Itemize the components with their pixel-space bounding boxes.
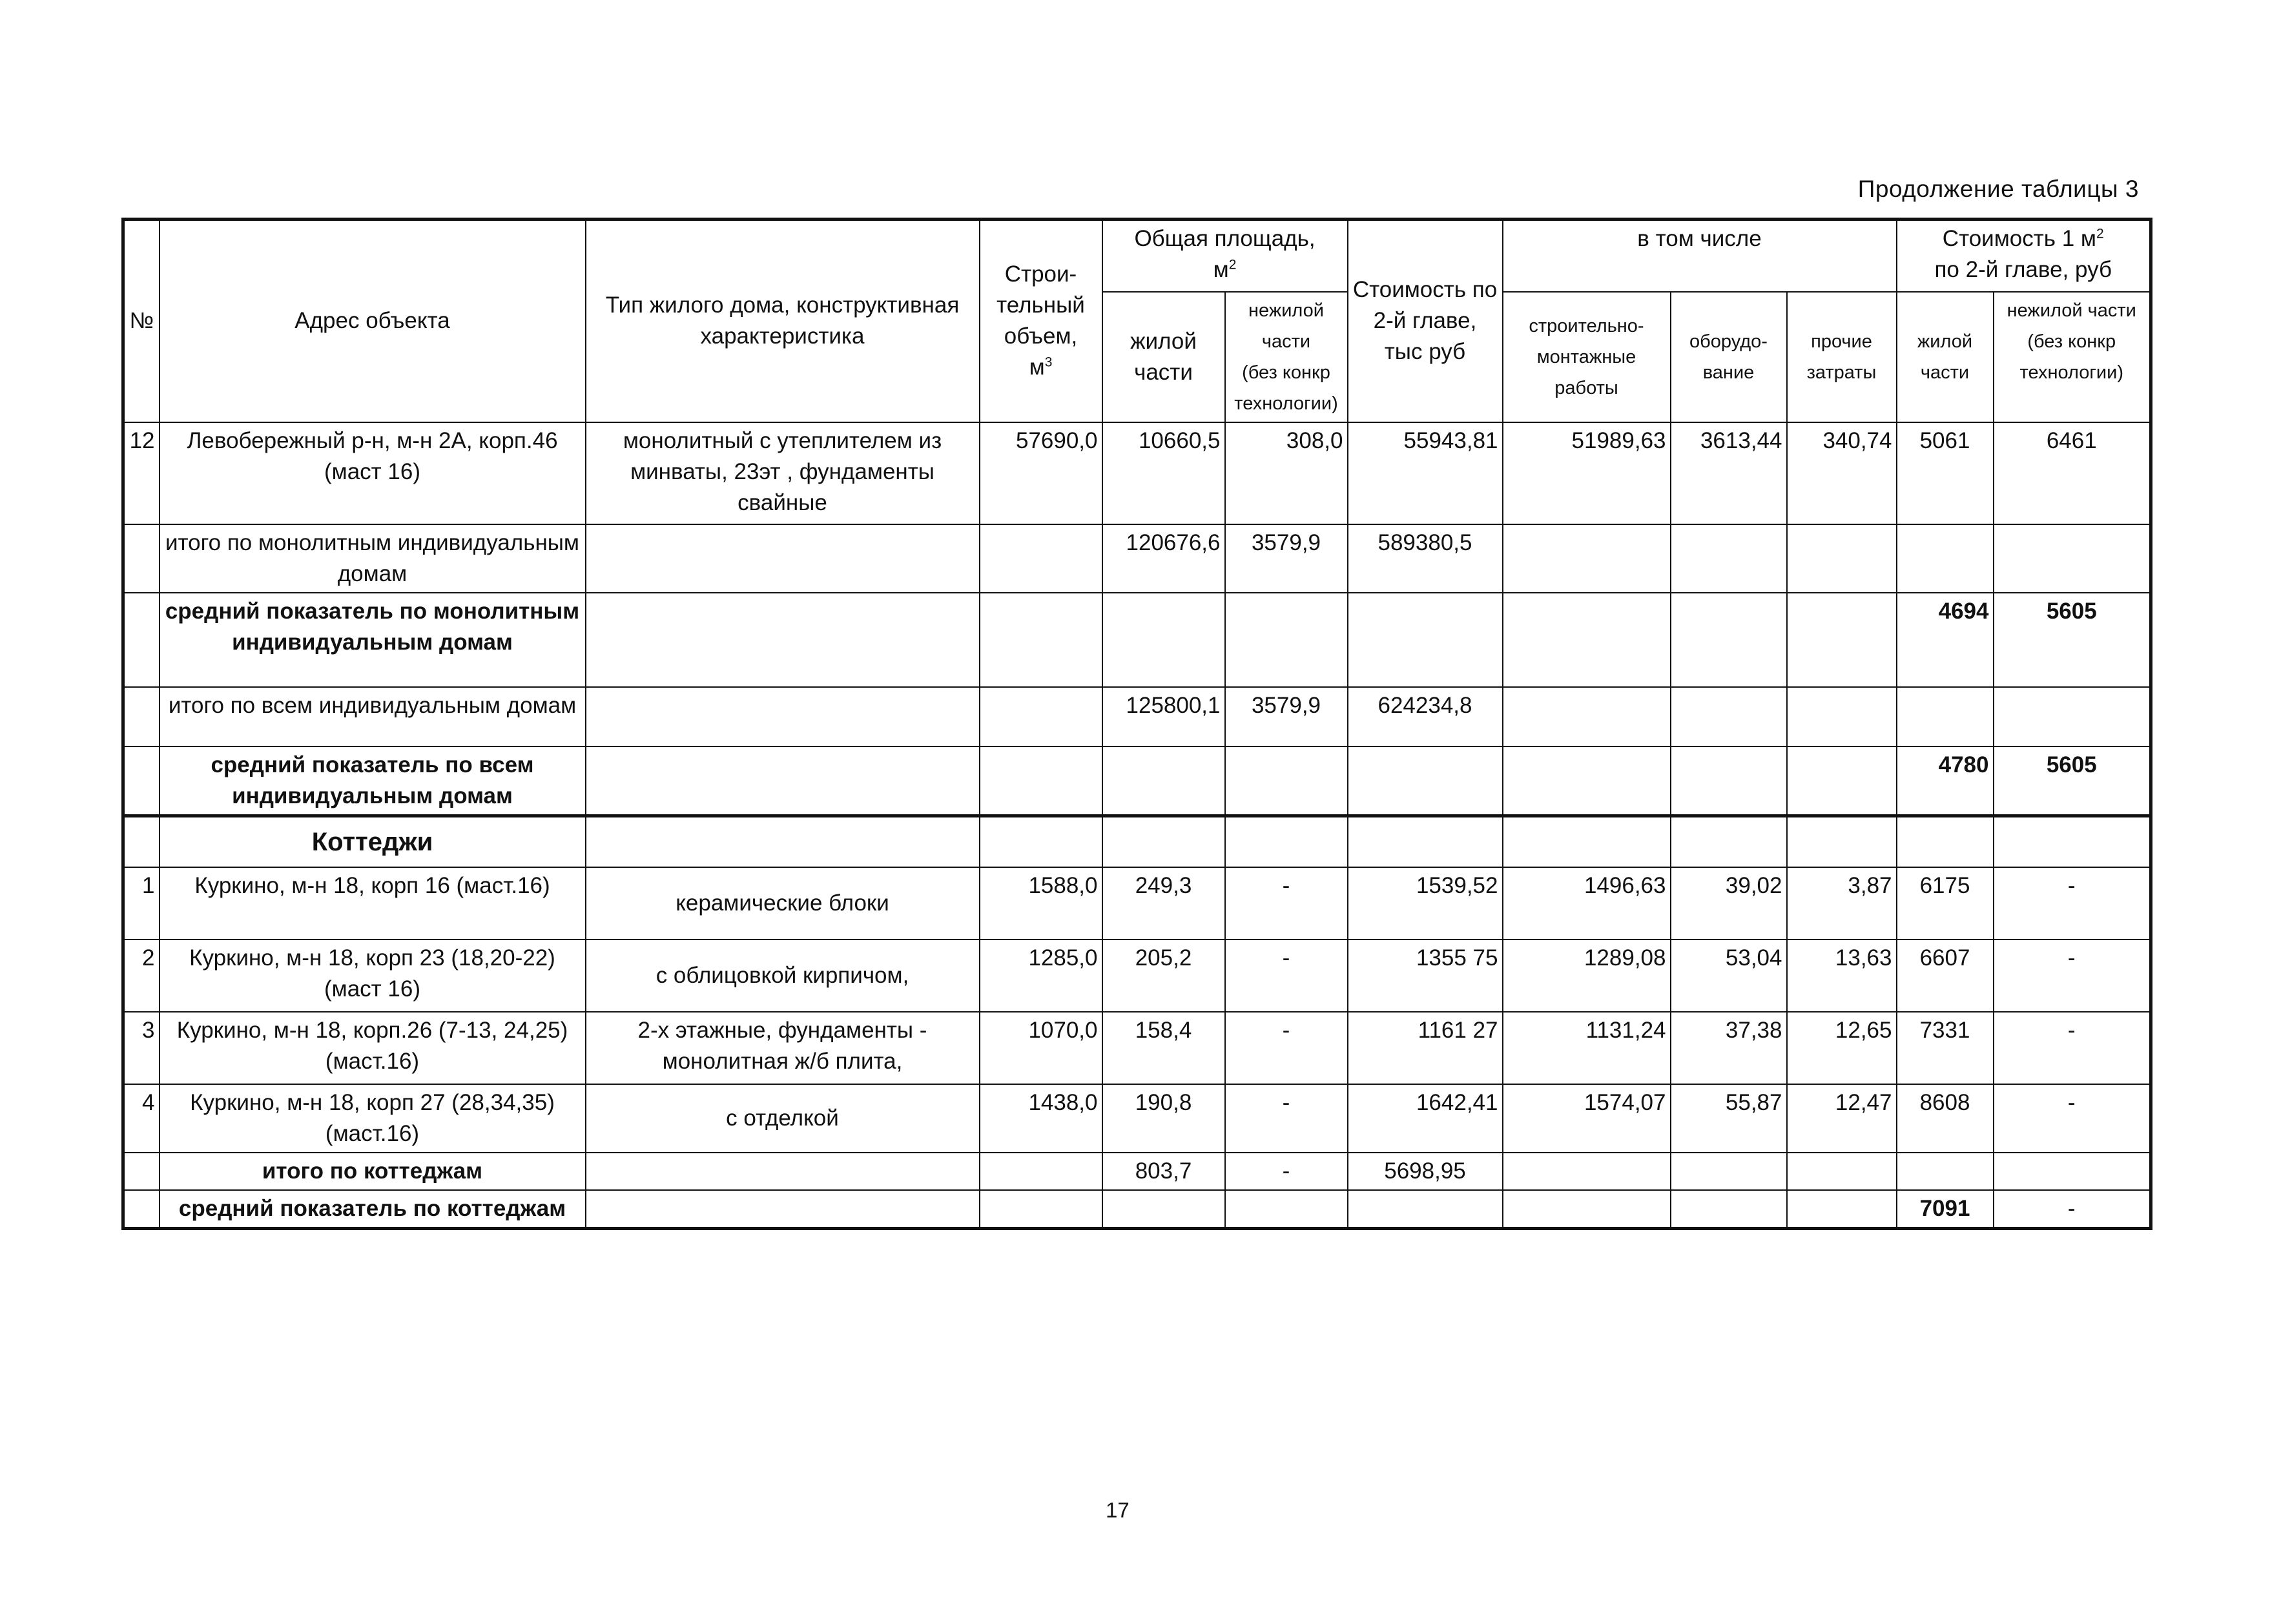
row-area-nonliving: 308,0: [1225, 422, 1348, 524]
avg-monolith-unit-living: 4694: [1897, 593, 1994, 687]
row-no: 12: [123, 422, 160, 524]
header-unit-nonliving: нежилой части (без конкр технологии): [1994, 292, 2151, 422]
row-no: 2: [123, 940, 160, 1012]
total-all-cost: 624234,8: [1348, 687, 1503, 746]
row-other: 13,63: [1787, 940, 1897, 1012]
row-no: 4: [123, 1084, 160, 1153]
row-unit-nonliving: -: [1994, 1084, 2151, 1153]
row-equipment: 3613,44: [1671, 422, 1787, 524]
row-unit-nonliving: 6461: [1994, 422, 2151, 524]
row-unit-living: 8608: [1897, 1084, 1994, 1153]
row-area-living: 158,4: [1102, 1012, 1225, 1084]
cottages-avg-label: средний показатель по коттеджам: [160, 1190, 586, 1229]
row-unit-nonliving: -: [1994, 1012, 2151, 1084]
avg-monolith-label: средний показатель по монолитным индивидуальным домам: [160, 593, 586, 687]
header-no: №: [123, 220, 160, 422]
total-row: [123, 1153, 2151, 1190]
row-other: 12,65: [1787, 1012, 1897, 1084]
total-row: [123, 687, 2151, 746]
row-area-living: 205,2: [1102, 940, 1225, 1012]
cottages-title: Коттеджи: [160, 816, 586, 867]
row-area-nonliving: -: [1225, 867, 1348, 940]
row-type: 2-х этажные, фундаменты - монолитная ж/б плита,: [586, 1012, 980, 1084]
row-equipment: 55,87: [1671, 1084, 1787, 1153]
row-construction: 1289,08: [1503, 940, 1671, 1012]
page-number: 17: [1106, 1498, 1130, 1522]
row-address: Левобережный р-н, м-н 2А, корп.46 (маст 16): [160, 422, 586, 524]
row-volume: 1588,0: [980, 867, 1102, 940]
row-area-living: 10660,5: [1102, 422, 1225, 524]
average-row: [123, 746, 2151, 816]
row-address: Куркино, м-н 18, корп 27 (28,34,35) (маст.16): [160, 1084, 586, 1153]
total-all-area-living: 125800,1: [1102, 687, 1225, 746]
header-area-nonliving: нежилой части (без конкр технологии): [1225, 292, 1348, 422]
row-no: 3: [123, 1012, 160, 1084]
row-address: Куркино, м-н 18, корп 16 (маст.16): [160, 867, 586, 940]
row-unit-living: 6175: [1897, 867, 1994, 940]
cottages-total-cost: 5698,95: [1348, 1153, 1503, 1190]
cottages-total-area-nonliving: -: [1225, 1153, 1348, 1190]
row-cost: 55943,81: [1348, 422, 1503, 524]
row-unit-living: 5061: [1897, 422, 1994, 524]
row-construction: 1496,63: [1503, 867, 1671, 940]
header-address: Адрес объекта: [160, 220, 586, 422]
table-row: [123, 1012, 2151, 1084]
row-volume: 1285,0: [980, 940, 1102, 1012]
row-volume: 1070,0: [980, 1012, 1102, 1084]
row-type: с облицовкой кирпичом,: [586, 940, 980, 1012]
header-cost: Стоимость по 2-й главе, тыс руб: [1348, 220, 1503, 422]
cottages-avg-unit-living: 7091: [1897, 1190, 1994, 1229]
avg-all-label: средний показатель по всем индивидуальным домам: [160, 746, 586, 816]
table-row: [123, 422, 2151, 524]
row-address: Куркино, м-н 18, корп 23 (18,20-22) (маст 16): [160, 940, 586, 1012]
cottages-avg-unit-nonliving: -: [1994, 1190, 2151, 1229]
cottages-total-area-living: 803,7: [1102, 1153, 1225, 1190]
row-no: 1: [123, 867, 160, 940]
row-cost: 1539,52: [1348, 867, 1503, 940]
row-unit-living: 6607: [1897, 940, 1994, 1012]
header-area-living: жилой части: [1102, 292, 1225, 422]
average-row: [123, 1190, 2151, 1229]
average-row: [123, 593, 2151, 687]
header-type: Тип жилого дома, конструктивная характеристика: [586, 220, 980, 422]
row-volume: 57690,0: [980, 422, 1102, 524]
total-monolith-cost: 589380,5: [1348, 524, 1503, 593]
avg-monolith-unit-nonliving: 5605: [1994, 593, 2151, 687]
table-caption: Продолжение таблицы 3: [1857, 176, 2139, 202]
header-row-1: [123, 220, 2151, 292]
header-incl-group: в том числе: [1503, 220, 1897, 292]
header-area-group: Общая площадь, $м^2$: [1102, 220, 1348, 292]
header-volume: Строи- тельный объем, $м^3$: [980, 220, 1102, 422]
row-equipment: 37,38: [1671, 1012, 1787, 1084]
row-other: 12,47: [1787, 1084, 1897, 1153]
row-construction: 51989,63: [1503, 422, 1671, 524]
row-other: 3,87: [1787, 867, 1897, 940]
row-area-living: 249,3: [1102, 867, 1225, 940]
total-all-label: итого по всем индивидуальным домам: [160, 687, 586, 746]
avg-all-unit-living: 4780: [1897, 746, 1994, 816]
table-row: [123, 1084, 2151, 1153]
total-monolith-area-nonliving: 3579,9: [1225, 524, 1348, 593]
total-all-area-nonliving: 3579,9: [1225, 687, 1348, 746]
table-row: [123, 867, 2151, 940]
row-unit-nonliving: -: [1994, 940, 2151, 1012]
row-construction: 1131,24: [1503, 1012, 1671, 1084]
row-equipment: 53,04: [1671, 940, 1787, 1012]
header-incl-equipment: оборудо-вание: [1671, 292, 1787, 422]
cost-table: [121, 218, 2152, 1230]
row-construction: 1574,07: [1503, 1084, 1671, 1153]
header-unit-living: жилой части: [1897, 292, 1994, 422]
row-type: монолитный с утеплителем из минваты, 23эт , фундаменты свайные: [586, 422, 980, 524]
row-unit-living: 7331: [1897, 1012, 1994, 1084]
cottages-total-label: итого по коттеджам: [160, 1153, 586, 1190]
section-row: [123, 816, 2151, 867]
row-area-nonliving: -: [1225, 1012, 1348, 1084]
row-equipment: 39,02: [1671, 867, 1787, 940]
row-type: керамические блоки: [586, 867, 980, 940]
avg-all-unit-nonliving: 5605: [1994, 746, 2151, 816]
header-incl-other: прочие затраты: [1787, 292, 1897, 422]
row-cost: 1161 27: [1348, 1012, 1503, 1084]
row-other: 340,74: [1787, 422, 1897, 524]
row-cost: 1642,41: [1348, 1084, 1503, 1153]
total-monolith-label: итого по монолитным индивидуальным домам: [160, 524, 586, 593]
row-area-nonliving: -: [1225, 1084, 1348, 1153]
row-area-nonliving: -: [1225, 940, 1348, 1012]
total-monolith-area-living: 120676,6: [1102, 524, 1225, 593]
header-unit-cost-group: Стоимость 1 $м^2$ по 2-й главе, руб: [1897, 220, 2151, 292]
row-cost: 1355 75: [1348, 940, 1503, 1012]
row-type: с отделкой: [586, 1084, 980, 1153]
table-row: [123, 940, 2151, 1012]
row-unit-nonliving: -: [1994, 867, 2151, 940]
header-incl-construction: строительно-монтажные работы: [1503, 292, 1671, 422]
total-row: [123, 524, 2151, 593]
row-volume: 1438,0: [980, 1084, 1102, 1153]
row-address: Куркино, м-н 18, корп.26 (7-13, 24,25) (маст.16): [160, 1012, 586, 1084]
row-area-living: 190,8: [1102, 1084, 1225, 1153]
